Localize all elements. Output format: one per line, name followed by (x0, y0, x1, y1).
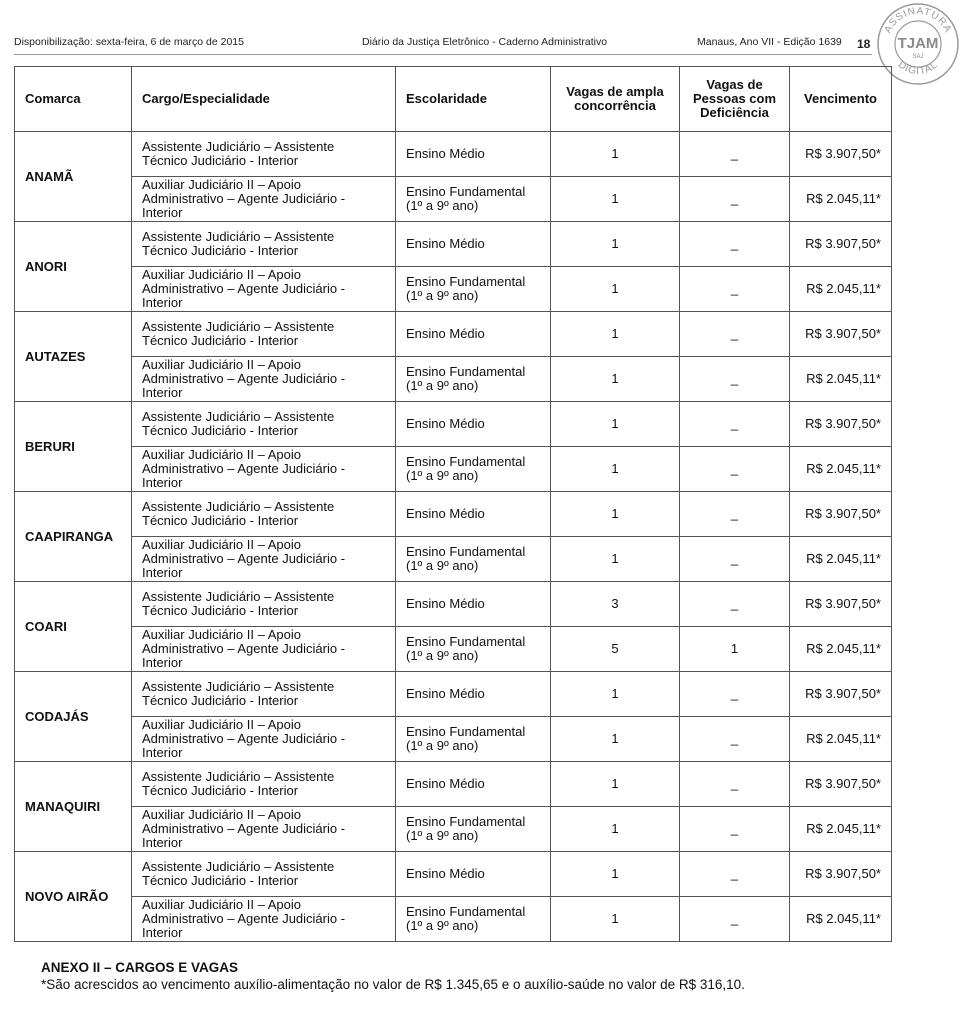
table-row (15, 312, 892, 357)
vencimento-cell: R$ 3.907,50* (790, 402, 892, 447)
header-escolaridade: Escolaridade (396, 67, 551, 132)
vagas-pcd-cell: _ (680, 402, 790, 447)
cargo-cell: Assistente Judiciário – Assistente Técnico Judiciário - Interior (132, 132, 396, 177)
journal-title: Diário da Justiça Eletrônico - Caderno Administrativo (362, 36, 608, 48)
escolaridade-cell: Ensino Fundamental (1º a 9º ano) (396, 447, 551, 492)
vagas-ampla-cell: 1 (551, 492, 680, 537)
comarca-cell: NOVO AIRÃO (15, 852, 132, 942)
vagas-pcd-cell: _ (680, 492, 790, 537)
header-cargo: Cargo/Especialidade (132, 67, 396, 132)
table-row (15, 177, 892, 222)
annex-title: ANEXO II – CARGOS E VAGAS (41, 960, 239, 975)
cargo-cell: Auxiliar Judiciário II – Apoio Administrativo – Agente Judiciário - Interior (132, 627, 396, 672)
escolaridade-cell: Ensino Médio (396, 582, 551, 627)
cargo-cell: Assistente Judiciário – Assistente Técnico Judiciário - Interior (132, 492, 396, 537)
table-row (15, 762, 892, 807)
vagas-ampla-cell: 1 (551, 537, 680, 582)
header-comarca: Comarca (15, 67, 132, 132)
table-row (15, 222, 892, 267)
cargo-cell: Auxiliar Judiciário II – Apoio Administrativo – Agente Judiciário - Interior (132, 537, 396, 582)
comarca-cell: ANAMÃ (15, 132, 132, 222)
vagas-ampla-cell: 1 (551, 267, 680, 312)
escolaridade-cell: Ensino Médio (396, 492, 551, 537)
table-row (15, 132, 892, 177)
table-row (15, 627, 892, 672)
vagas-pcd-cell: _ (680, 537, 790, 582)
cargo-cell: Auxiliar Judiciário II – Apoio Administrativo – Agente Judiciário - Interior (132, 177, 396, 222)
vagas-pcd-cell: _ (680, 132, 790, 177)
escolaridade-cell: Ensino Médio (396, 222, 551, 267)
vacancies-table (14, 66, 892, 942)
table-row (15, 447, 892, 492)
header-vencimento: Vencimento (790, 67, 892, 132)
header-vagas-pcd: Vagas de Pessoas com Deficiência (680, 67, 790, 132)
vencimento-cell: R$ 3.907,50* (790, 132, 892, 177)
vagas-pcd-cell: _ (680, 582, 790, 627)
vagas-ampla-cell: 1 (551, 402, 680, 447)
edition-info: Manaus, Ano VII - Edição 1639 (697, 36, 842, 48)
vencimento-cell: R$ 2.045,11* (790, 177, 892, 222)
vencimento-cell: R$ 2.045,11* (790, 267, 892, 312)
escolaridade-cell: Ensino Fundamental (1º a 9º ano) (396, 357, 551, 402)
escolaridade-cell: Ensino Fundamental (1º a 9º ano) (396, 717, 551, 762)
footer-notes (41, 959, 745, 993)
vagas-ampla-cell: 1 (551, 357, 680, 402)
comarca-cell: COARI (15, 582, 132, 672)
escolaridade-cell: Ensino Médio (396, 132, 551, 177)
escolaridade-cell: Ensino Médio (396, 402, 551, 447)
vagas-ampla-cell: 1 (551, 312, 680, 357)
vencimento-cell: R$ 2.045,11* (790, 897, 892, 942)
vagas-ampla-cell: 1 (551, 132, 680, 177)
escolaridade-cell: Ensino Médio (396, 672, 551, 717)
page-header (14, 36, 872, 50)
footnote: *São acrescidos ao vencimento auxílio-alimentação no valor de R$ 1.345,65 e o auxílio-saúde no valor de R$ 316,10. (41, 977, 745, 992)
cargo-cell: Assistente Judiciário – Assistente Técnico Judiciário - Interior (132, 852, 396, 897)
table-row (15, 897, 892, 942)
seal-sub-text: SAJ (912, 54, 924, 60)
comarca-cell: MANAQUIRI (15, 762, 132, 852)
vagas-ampla-cell: 1 (551, 897, 680, 942)
svg-text:DIGITAL (896, 59, 941, 77)
comarca-cell: CODAJÁS (15, 672, 132, 762)
cargo-cell: Assistente Judiciário – Assistente Técnico Judiciário - Interior (132, 672, 396, 717)
table-row (15, 582, 892, 627)
comarca-cell: CAAPIRANGA (15, 492, 132, 582)
table-row (15, 402, 892, 447)
vagas-ampla-cell: 1 (551, 222, 680, 267)
table-row (15, 717, 892, 762)
vagas-ampla-cell: 5 (551, 627, 680, 672)
comarca-cell: BERURI (15, 402, 132, 492)
vencimento-cell: R$ 2.045,11* (790, 717, 892, 762)
vagas-pcd-cell: _ (680, 357, 790, 402)
vencimento-cell: R$ 3.907,50* (790, 852, 892, 897)
vagas-pcd-cell: _ (680, 267, 790, 312)
vagas-ampla-cell: 1 (551, 672, 680, 717)
vagas-pcd-cell: _ (680, 717, 790, 762)
seal-top-text: ASSINATURA (882, 5, 954, 36)
availability-date: Disponibilização: sexta-feira, 6 de março de 2015 (14, 36, 244, 48)
vagas-ampla-cell: 3 (551, 582, 680, 627)
escolaridade-cell: Ensino Fundamental (1º a 9º ano) (396, 897, 551, 942)
cargo-cell: Assistente Judiciário – Assistente Técnico Judiciário - Interior (132, 762, 396, 807)
table-row (15, 267, 892, 312)
vencimento-cell: R$ 3.907,50* (790, 312, 892, 357)
escolaridade-cell: Ensino Médio (396, 312, 551, 357)
vagas-pcd-cell: _ (680, 852, 790, 897)
escolaridade-cell: Ensino Fundamental (1º a 9º ano) (396, 627, 551, 672)
vagas-pcd-cell: _ (680, 447, 790, 492)
vagas-pcd-cell: 1 (680, 627, 790, 672)
vagas-pcd-cell: _ (680, 672, 790, 717)
table-row (15, 807, 892, 852)
cargo-cell: Assistente Judiciário – Assistente Técnico Judiciário - Interior (132, 312, 396, 357)
vencimento-cell: R$ 2.045,11* (790, 537, 892, 582)
table-row (15, 492, 892, 537)
vencimento-cell: R$ 3.907,50* (790, 492, 892, 537)
comarca-cell: AUTAZES (15, 312, 132, 402)
vencimento-cell: R$ 2.045,11* (790, 357, 892, 402)
header-divider (14, 54, 872, 55)
page-number: 18 (857, 37, 871, 51)
table-row (15, 357, 892, 402)
vagas-ampla-cell: 1 (551, 177, 680, 222)
cargo-cell: Assistente Judiciário – Assistente Técnico Judiciário - Interior (132, 402, 396, 447)
table-row (15, 672, 892, 717)
cargo-cell: Auxiliar Judiciário II – Apoio Administrativo – Agente Judiciário - Interior (132, 897, 396, 942)
vagas-ampla-cell: 1 (551, 717, 680, 762)
vencimento-cell: R$ 3.907,50* (790, 582, 892, 627)
cargo-cell: Assistente Judiciário – Assistente Técnico Judiciário - Interior (132, 582, 396, 627)
vencimento-cell: R$ 3.907,50* (790, 672, 892, 717)
vencimento-cell: R$ 3.907,50* (790, 762, 892, 807)
escolaridade-cell: Ensino Fundamental (1º a 9º ano) (396, 267, 551, 312)
table-row (15, 537, 892, 582)
escolaridade-cell: Ensino Médio (396, 852, 551, 897)
vencimento-cell: R$ 2.045,11* (790, 627, 892, 672)
escolaridade-cell: Ensino Fundamental (1º a 9º ano) (396, 177, 551, 222)
vencimento-cell: R$ 2.045,11* (790, 447, 892, 492)
vagas-ampla-cell: 1 (551, 807, 680, 852)
cargo-cell: Auxiliar Judiciário II – Apoio Administrativo – Agente Judiciário - Interior (132, 447, 396, 492)
table-header-row (15, 67, 892, 132)
vagas-pcd-cell: _ (680, 897, 790, 942)
escolaridade-cell: Ensino Fundamental (1º a 9º ano) (396, 537, 551, 582)
comarca-cell: ANORI (15, 222, 132, 312)
vencimento-cell: R$ 3.907,50* (790, 222, 892, 267)
vagas-pcd-cell: _ (680, 762, 790, 807)
escolaridade-cell: Ensino Médio (396, 762, 551, 807)
escolaridade-cell: Ensino Fundamental (1º a 9º ano) (396, 807, 551, 852)
cargo-cell: Auxiliar Judiciário II – Apoio Administrativo – Agente Judiciário - Interior (132, 267, 396, 312)
vagas-pcd-cell: _ (680, 312, 790, 357)
cargo-cell: Assistente Judiciário – Assistente Técnico Judiciário - Interior (132, 222, 396, 267)
vagas-ampla-cell: 1 (551, 762, 680, 807)
vagas-pcd-cell: _ (680, 177, 790, 222)
cargo-cell: Auxiliar Judiciário II – Apoio Administrativo – Agente Judiciário - Interior (132, 357, 396, 402)
cargo-cell: Auxiliar Judiciário II – Apoio Administrativo – Agente Judiciário - Interior (132, 807, 396, 852)
seal-center-text: TJAM (897, 35, 939, 52)
table-row (15, 852, 892, 897)
vagas-pcd-cell: _ (680, 807, 790, 852)
vagas-pcd-cell: _ (680, 222, 790, 267)
vencimento-cell: R$ 2.045,11* (790, 807, 892, 852)
cargo-cell: Auxiliar Judiciário II – Apoio Administrativo – Agente Judiciário - Interior (132, 717, 396, 762)
vagas-ampla-cell: 1 (551, 852, 680, 897)
vagas-ampla-cell: 1 (551, 447, 680, 492)
header-vagas-ampla: Vagas de ampla concorrência (551, 67, 680, 132)
seal-bottom-text: DIGITAL (895, 59, 941, 78)
